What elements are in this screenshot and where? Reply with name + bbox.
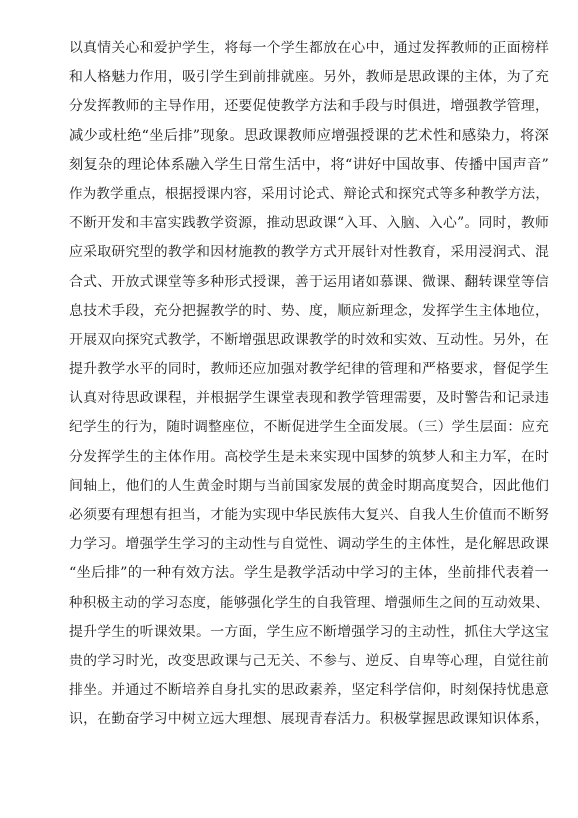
text-line: 识，在勤奋学习中树立远大理想、展现青春活力。积极掌握思政课知识体系，: [69, 711, 549, 728]
text-line: 提升教学水平的同时，教师还应加强对教学纪律的管理和严格要求，督促学生: [69, 361, 549, 378]
body-text: [69, 34, 549, 735]
text-line: 开展双向探究式教学，不断增强思政课教学的时效和实效、互动性。另外，在: [69, 331, 549, 348]
text-line: 分发挥学生的主体作用。高校学生是未来实现中国梦的筑梦人和主力军，在时: [69, 448, 549, 465]
text-line: 贵的学习时光，改变思政课与己无关、不参与、逆反、自卑等心理，自觉往前: [69, 652, 549, 669]
text-line: 减少或杜绝“坐后排”现象。思政课教师应增强授课的艺术性和感染力，将深: [69, 127, 549, 144]
text-line: 合式、开放式课堂等多种形式授课，善于运用诸如慕课、微课、翻转课堂等信: [69, 273, 549, 290]
text-line: 必须要有理想有担当，才能为实现中华民族伟大复兴、自我人生价值而不断努: [69, 507, 549, 523]
text-line: 认真对待思政课程，并根据学生课堂表现和教学管理需要，及时警告和记录违: [69, 390, 549, 407]
text-line: 间轴上，他们的人生黄金时期与当前国家发展的黄金时期高度契合，因此他们: [69, 477, 549, 494]
text-line: 作为教学重点，根据授课内容，采用讨论式、辩论式和探究式等多种教学方法，: [69, 186, 549, 202]
text-line: 息技术手段，充分把握教学的时、势、度，顺应新理念，发挥学生主体地位，: [69, 302, 549, 319]
text-line: 纪学生的行为，随时调整座位，不断促进学生全面发展。（三）学生层面：应充: [69, 419, 549, 436]
text-line: 种积极主动的学习态度，能够强化学生的自我管理、增强师生之间的互动效果、: [69, 595, 549, 611]
text-line: 应采取研究型的教学和因材施教的教学方式开展针对性教育，采用浸润式、混: [69, 244, 549, 261]
text-line: 力学习。增强学生学习的主动性与自觉性、调动学生的主体性，是化解思政课: [69, 536, 549, 553]
text-line: 提升学生的听课效果。一方面，学生应不断增强学习的主动性，抓住大学这宝: [69, 623, 549, 640]
text-line: 以真情关心和爱护学生，将每一个学生都放在心中，通过发挥教师的正面榜样: [69, 40, 549, 56]
text-line: 不断开发和丰富实践教学资源，推动思政课“入耳、入脑、入心”。同时，教师: [69, 215, 549, 232]
text-line: 分发挥教师的主导作用，还要促使教学方法和手段与时俱进，增强教学管理，: [69, 98, 549, 115]
text-line: “坐后排”的一种有效方法。学生是教学活动中学习的主体，坐前排代表着一: [69, 565, 549, 582]
text-line: 排坐。并通过不断培养自身扎实的思政素养，坚定科学信仰，时刻保持忧患意: [69, 682, 549, 699]
text-line: 和人格魅力作用，吸引学生到前排就座。另外，教师是思政课的主体，为了充: [69, 69, 549, 86]
text-line: 刻复杂的理论体系融入学生日常生活中，将“讲好中国故事、传播中国声音”: [69, 156, 549, 173]
